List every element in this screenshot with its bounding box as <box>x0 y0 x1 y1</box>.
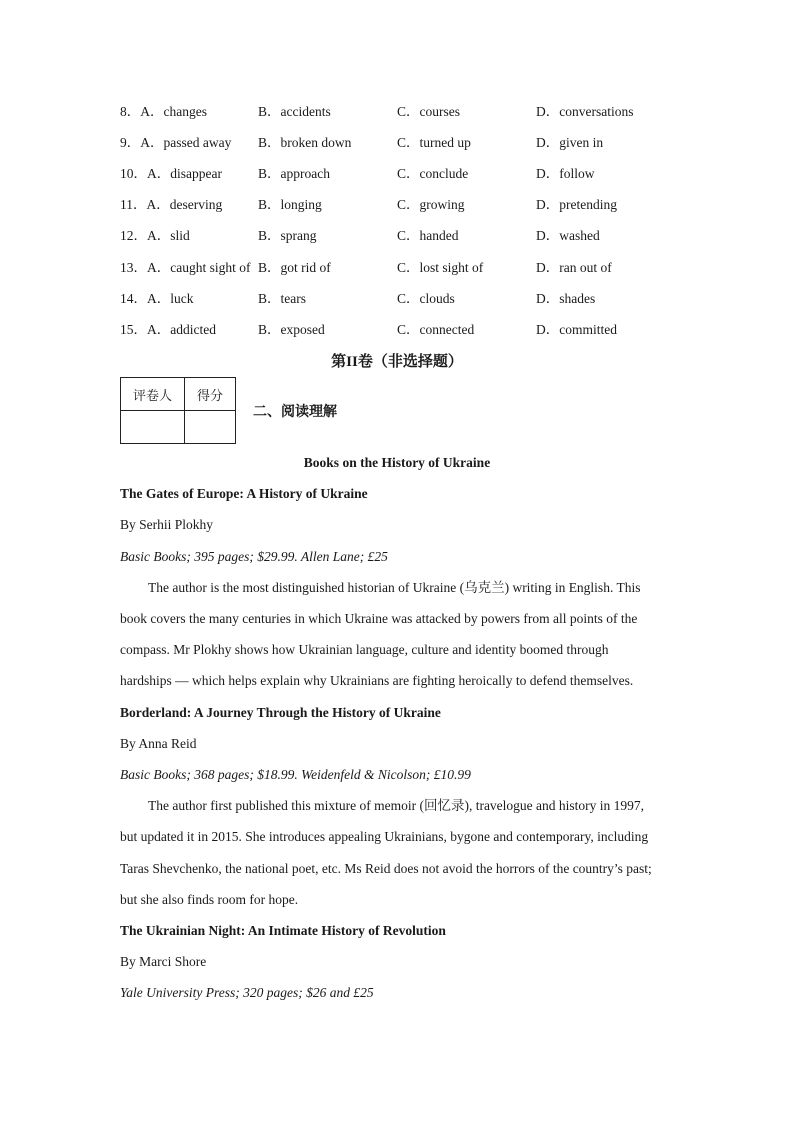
book-2-line: but she also finds room for hope. <box>120 892 299 907</box>
book-1-author: By Serhii Plokhy <box>120 517 214 532</box>
option-c: C．conclude <box>397 166 469 181</box>
book-1-line: compass. Mr Plokhy shows how Ukrainian language, culture and identity boomed through <box>120 642 609 657</box>
book-1-title: The Gates of Europe: A History of Ukraine <box>120 486 368 501</box>
option-a: 10．A．disappear <box>120 166 222 181</box>
score-table <box>120 377 236 444</box>
reviewer-header: 评卷人 <box>121 378 185 411</box>
book-2-line: The author first published this mixture of memoir (回忆录), travelogue and history in 1997, <box>148 798 645 813</box>
book-3-title: The Ukrainian Night: An Intimate History of Revolution <box>120 923 446 938</box>
option-b: B．approach <box>258 166 330 181</box>
option-c: C．courses <box>397 104 460 119</box>
option-d: D．conversations <box>536 104 634 119</box>
part-title: 二、阅读理解 <box>253 404 337 420</box>
book-2-line: Taras Shevchenko, the national poet, etc. Ms Reid does not avoid the horrors of the country’s past; <box>120 861 652 876</box>
option-d: D．ran out of <box>536 260 612 275</box>
book-1-line: hardships — which helps explain why Ukrainians are fighting heroically to defend themselves. <box>120 673 634 688</box>
option-b: B．got rid of <box>258 260 331 275</box>
option-a: 13．A．caught sight of <box>120 260 251 275</box>
option-b: B．exposed <box>258 322 325 337</box>
option-b: B．accidents <box>258 104 331 119</box>
book-2-publisher: Basic Books; 368 pages; $18.99. Weidenfeld & Nicolson; £10.99 <box>120 767 471 782</box>
book-2-title: Borderland: A Journey Through the History of Ukraine <box>120 705 441 720</box>
article-title: Books on the History of Ukraine <box>303 455 491 470</box>
option-a: 14．A．luck <box>120 291 194 306</box>
option-d: D．shades <box>536 291 596 306</box>
option-d: D．given in <box>536 135 604 150</box>
book-3-author: By Marci Shore <box>120 954 207 969</box>
book-3-publisher: Yale University Press; 320 pages; $26 and £25 <box>120 985 374 1000</box>
option-c: C．turned up <box>397 135 471 150</box>
option-d: D．washed <box>536 228 600 243</box>
option-d: D．committed <box>536 322 617 337</box>
book-1-publisher: Basic Books; 395 pages; $29.99. Allen Lane; £25 <box>120 549 388 564</box>
option-a: 12．A．slid <box>120 228 190 243</box>
score-cell <box>185 411 236 444</box>
book-1-line: The author is the most distinguished historian of Ukraine (乌克兰) writing in English. This <box>148 580 641 595</box>
book-2-author: By Anna Reid <box>120 736 197 751</box>
option-c: C．growing <box>397 197 465 212</box>
option-a: 15．A．addicted <box>120 322 216 337</box>
option-b: B．broken down <box>258 135 352 150</box>
option-a: 9．A．passed away <box>120 135 232 150</box>
book-1-line: book covers the many centuries in which Ukraine was attacked by powers from all points of the <box>120 611 638 626</box>
option-d: D．pretending <box>536 197 617 212</box>
option-c: C．clouds <box>397 291 455 306</box>
option-b: B．longing <box>258 197 322 212</box>
book-2-line: but updated it in 2015. She introduces appealing Ukrainians, bygone and contemporary, including <box>120 829 649 844</box>
option-b: B．tears <box>258 291 306 306</box>
option-d: D．follow <box>536 166 595 181</box>
score-header: 得分 <box>185 378 236 411</box>
option-b: B．sprang <box>258 228 317 243</box>
section-title: 第II卷（非选择题） <box>331 354 463 370</box>
option-c: C．handed <box>397 228 459 243</box>
option-c: C．lost sight of <box>397 260 484 275</box>
reviewer-cell <box>121 411 185 444</box>
option-a: 11．A．deserving <box>120 197 223 212</box>
option-a: 8．A．changes <box>120 104 207 119</box>
option-c: C．connected <box>397 322 475 337</box>
